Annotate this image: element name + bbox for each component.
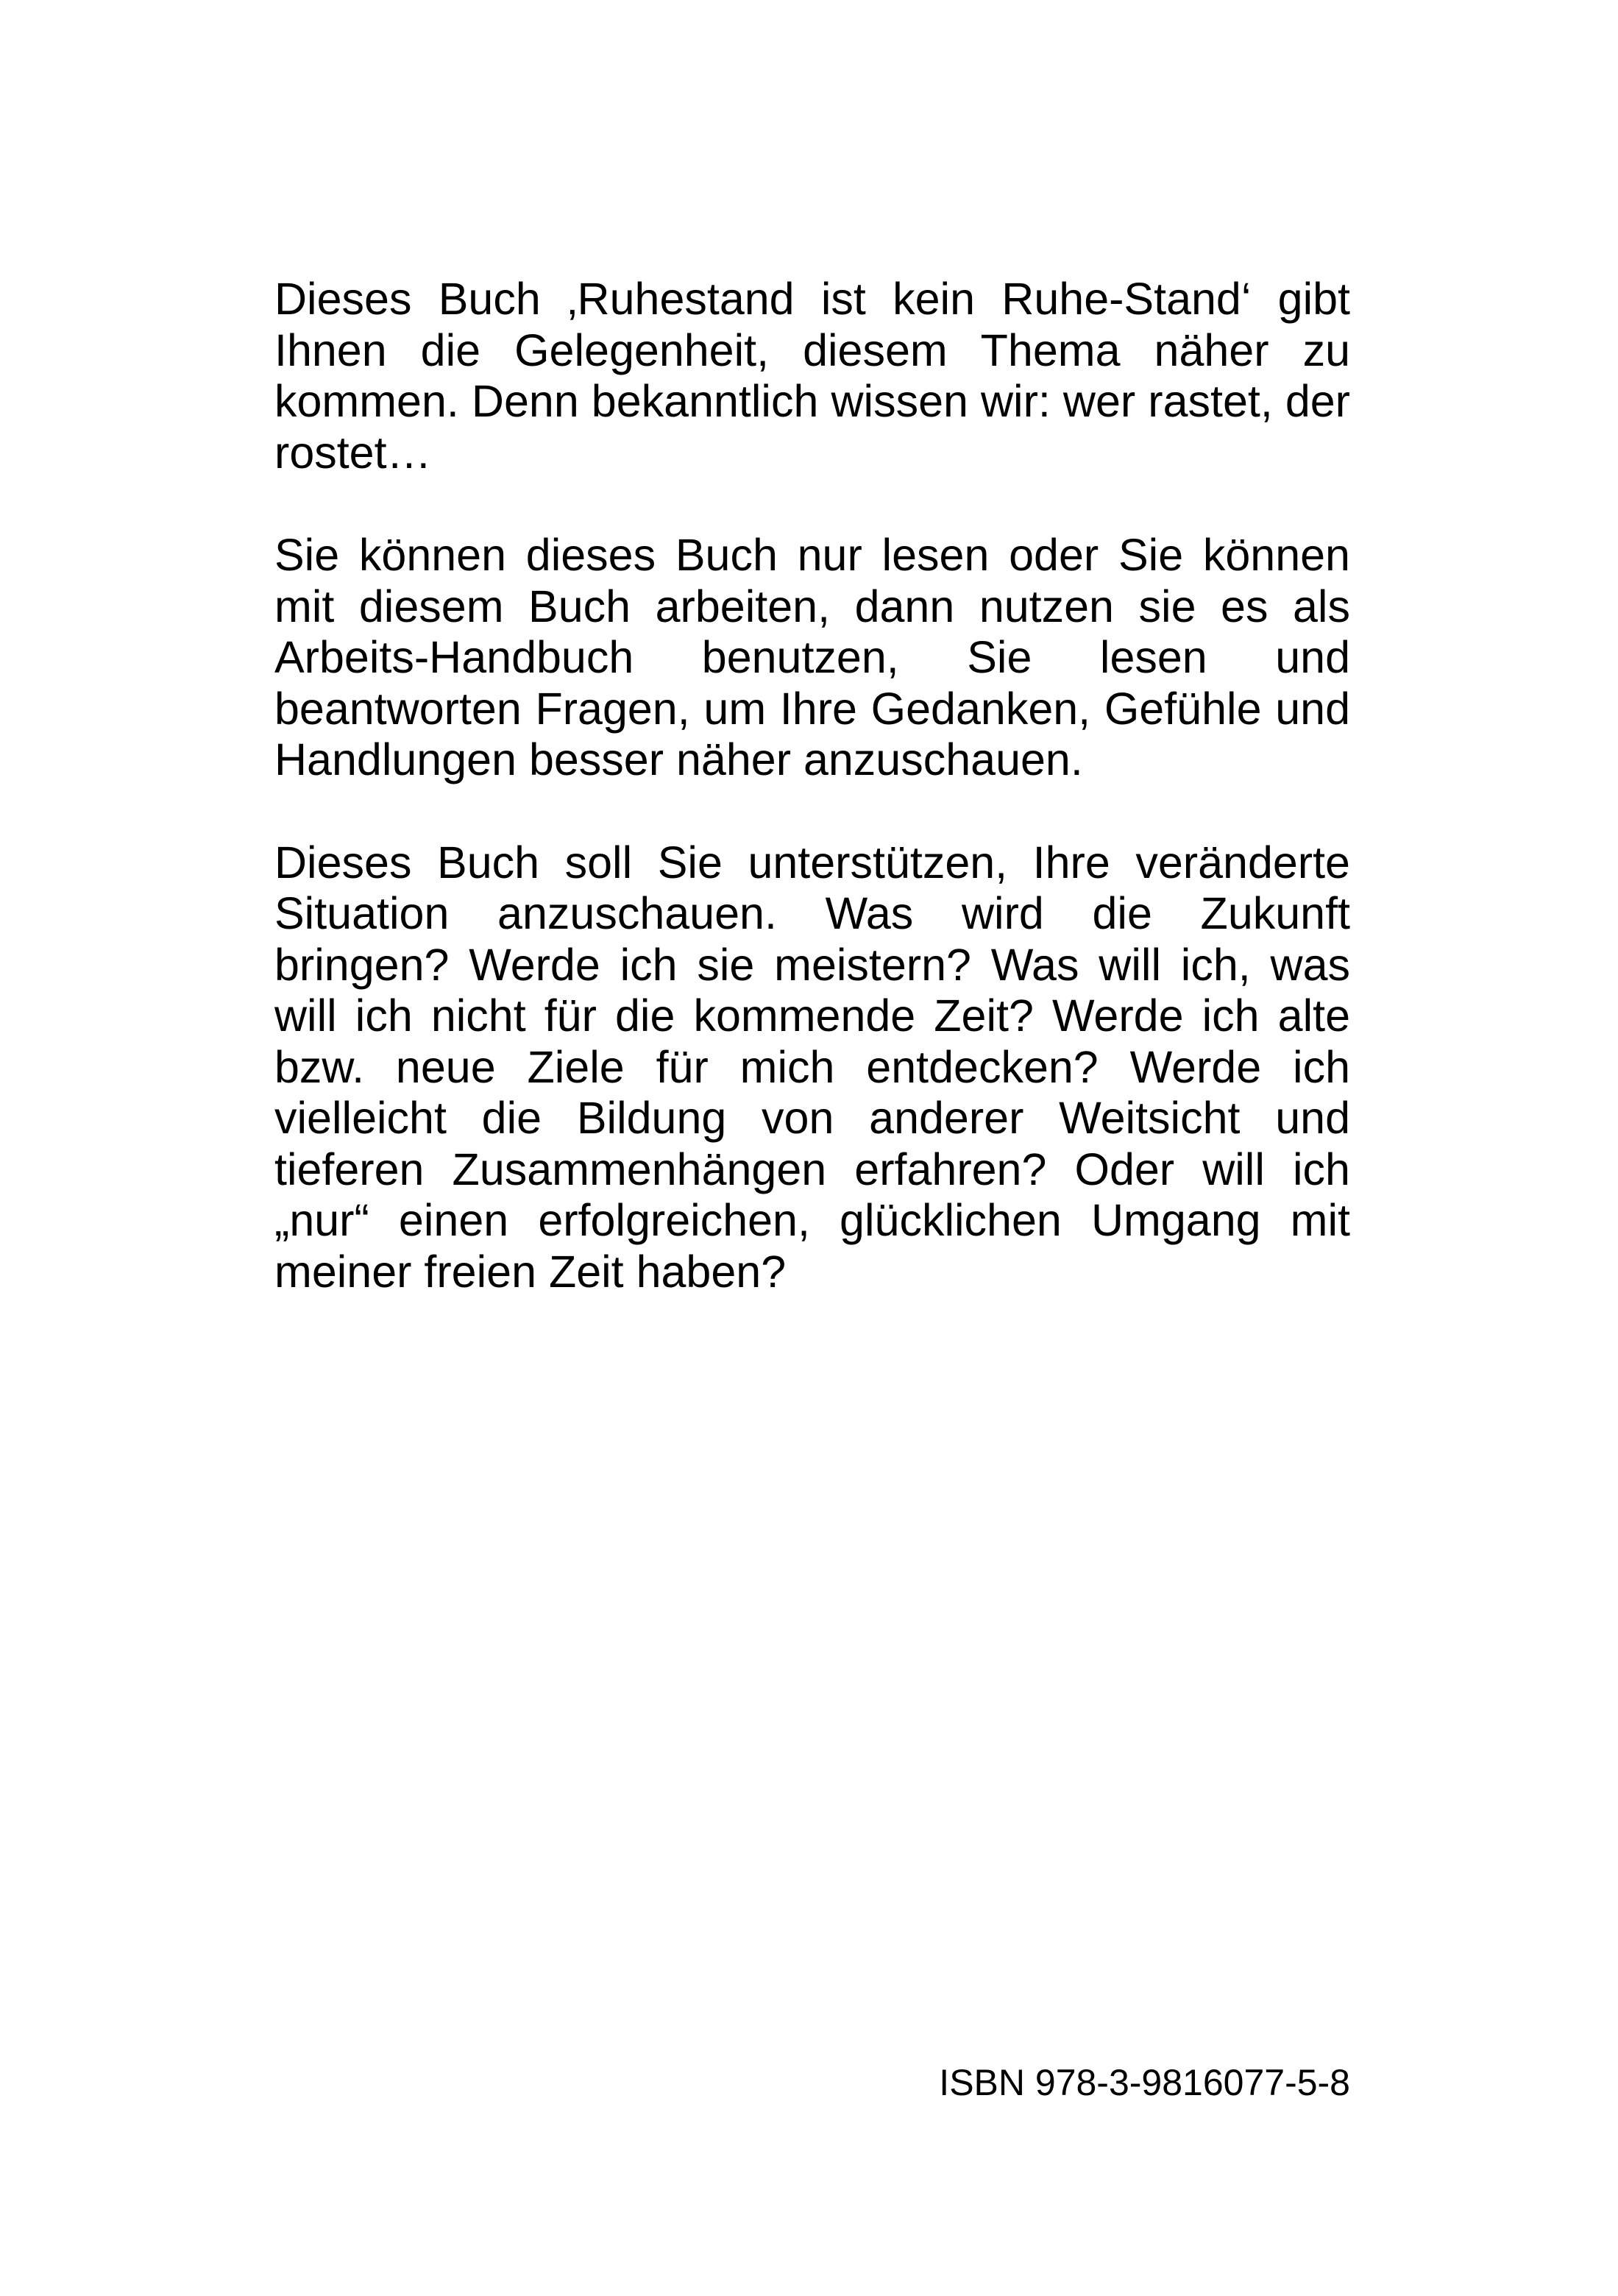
blurb-paragraph-3: Dieses Buch soll Sie unterstützen, Ihre veränderte Situation anzuschauen. Was wird die Zukunft bringen? Werde ich sie meistern? Was will ich, was will ich nicht für die kommende Zeit? Werde ich alte bzw. neue Ziele für mich entdecken? Werde ich vielleicht die Bildung von anderer Weitsicht und tieferen Zusammenhängen erfahren? Oder will ich „nur“ einen erfolgreichen, glücklichen Umgang mit meiner freien Zeit haben? xyxy=(274,837,1350,1297)
isbn-number: ISBN 978-3-9816077-5-8 xyxy=(939,2062,1350,2103)
blurb-paragraph-1: Dieses Buch ‚Ruhestand ist kein Ruhe-Stand‘ gibt Ihnen die Gelegenheit, diesem Thema näher zu kommen. Denn bekanntlich wissen wir: wer rastet, der rostet… xyxy=(274,274,1350,478)
blurb-paragraph-2: Sie können dieses Buch nur lesen oder Sie können mit diesem Buch arbeiten, dann nutzen sie es als Arbeits-Handbuch benutzen, Sie lesen und beantworten Fragen, um Ihre Gedanken, Gefühle und Handlungen besser näher anzuschauen. xyxy=(274,530,1350,784)
blurb-text-block xyxy=(274,274,1350,1297)
